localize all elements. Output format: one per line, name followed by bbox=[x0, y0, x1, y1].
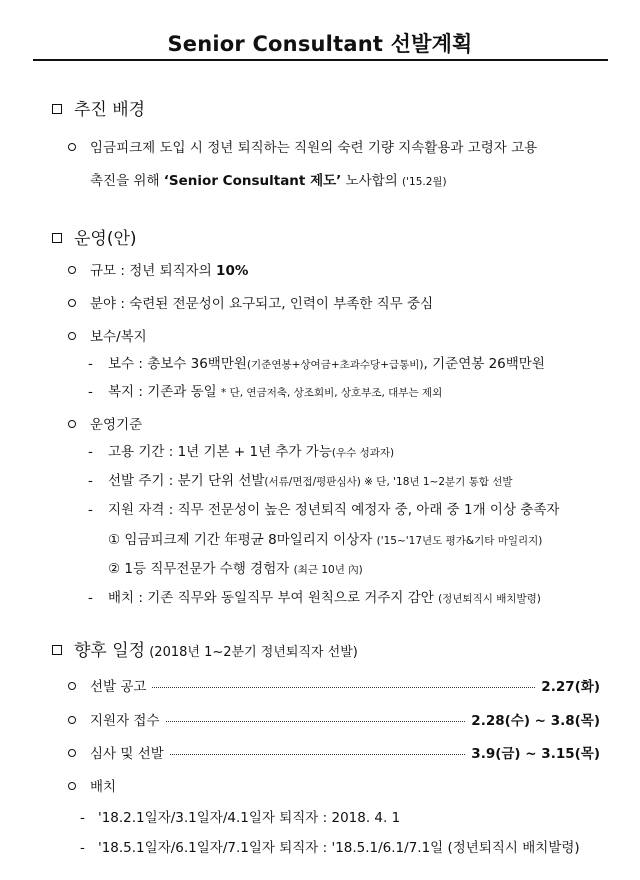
circle-bullet-icon bbox=[68, 782, 76, 790]
text: 복지 : 기존과 동일 bbox=[108, 384, 222, 400]
qualification-note: ('15~'17년도 평가&기타 마일리지) bbox=[376, 535, 543, 547]
date-note: ('15.2월) bbox=[402, 176, 447, 188]
section-heading-operation bbox=[52, 224, 137, 249]
placement-item-2: - '18.5.1일자/6.1일자/7.1일자 퇴직자 : '18.5.1/6.1/7.1일 (정년퇴직시 배치발령) bbox=[80, 840, 580, 856]
square-bullet-icon bbox=[52, 645, 62, 655]
text: 지원 자격 : 직무 전문성이 높은 정년퇴직 예정자 중, 아래 중 1개 이상 충족자 bbox=[108, 502, 560, 518]
page-title: Senior Consultant 선발계획 bbox=[167, 32, 473, 56]
pay-heading bbox=[68, 325, 147, 345]
text: , 기준연봉 26백만원 bbox=[423, 356, 545, 372]
period-note: (우수 성과자) bbox=[331, 447, 395, 459]
text: 보수/복지 bbox=[90, 329, 147, 345]
qualification-item-2 bbox=[108, 557, 363, 577]
text: ① 임금피크제 기간 年평균 8마일리지 이상자 bbox=[108, 532, 377, 548]
placement-line: - 배치 : 기존 직무와 동일직무 부여 원칙으로 거주지 감안 (정년퇴직시 배치발령) bbox=[88, 590, 541, 606]
schedule-date: 2.28(수) ~ 3.8(목) bbox=[471, 713, 600, 729]
cycle-line: - 선발 주기 : 분기 단위 선발(서류/면접/평판심사) ※ 단, '18년 1~2분기 통합 선발 bbox=[88, 473, 513, 489]
circle-bullet-icon bbox=[68, 332, 76, 340]
placement-heading bbox=[68, 775, 116, 795]
section-title: 향후 일정 bbox=[74, 641, 146, 661]
text: 선발 주기 : 분기 단위 선발 bbox=[108, 473, 265, 489]
circle-bullet-icon bbox=[68, 682, 76, 690]
circle-bullet-icon bbox=[68, 143, 76, 151]
qualification-note: (최근 10년 內) bbox=[293, 564, 363, 576]
dot-leader bbox=[166, 721, 466, 722]
section-title: 추진 배경 bbox=[74, 100, 146, 120]
welfare-note: * 단, 연금저축, 상조회비, 상호부조, 대부는 제외 bbox=[221, 387, 443, 399]
welfare-line: - 복지 : 기존과 동일 * 단, 연금저축, 상조회비, 상호부조, 대부는 제외 bbox=[88, 384, 443, 400]
text: '18.2.1일자/3.1일자/4.1일자 퇴직자 : 2018. 4. 1 bbox=[98, 810, 401, 826]
background-line-1 bbox=[68, 136, 537, 156]
section-heading-background bbox=[52, 95, 145, 120]
schedule-note: (2018년 1~2분기 정년퇴직자 선발) bbox=[145, 645, 358, 660]
title-underline bbox=[33, 59, 608, 61]
schedule-item bbox=[68, 709, 600, 729]
square-bullet-icon bbox=[52, 233, 62, 243]
text: 운영기준 bbox=[90, 417, 143, 433]
schedule-label: 선발 공고 bbox=[90, 679, 147, 695]
text: 배치 bbox=[90, 779, 117, 795]
text: '18.5.1일자/6.1일자/7.1일자 퇴직자 : '18.5.1/6.1/7.1일 (정년퇴직시 배치발령) bbox=[98, 840, 580, 856]
schedule-item bbox=[68, 742, 600, 762]
circle-bullet-icon bbox=[68, 266, 76, 274]
text: 보수 : 총보수 36백만원 bbox=[108, 356, 247, 372]
qualification-item-1 bbox=[108, 528, 542, 548]
text: ② 1등 직무전문가 수행 경험자 bbox=[108, 561, 294, 577]
ops-heading bbox=[68, 413, 142, 433]
background-line-2 bbox=[90, 169, 447, 189]
field-line bbox=[68, 292, 433, 312]
placement-item-1: - '18.2.1일자/3.1일자/4.1일자 퇴직자 : 2018. 4. 1 bbox=[80, 810, 401, 826]
square-bullet-icon bbox=[52, 104, 62, 114]
schedule-label: 지원자 접수 bbox=[90, 713, 160, 729]
section-title: 운영(안) bbox=[74, 229, 137, 249]
qualification-line: - 지원 자격 : 직무 전문성이 높은 정년퇴직 예정자 중, 아래 중 1개 이상 충족자 bbox=[88, 502, 560, 518]
text: 촉진을 위해 bbox=[90, 173, 164, 189]
circle-bullet-icon bbox=[68, 420, 76, 428]
dot-leader bbox=[152, 687, 535, 688]
schedule-label: 심사 및 선발 bbox=[90, 746, 164, 762]
text: 규모 : 정년 퇴직자의 bbox=[90, 263, 217, 279]
section-heading-schedule bbox=[52, 636, 358, 661]
circle-bullet-icon bbox=[68, 749, 76, 757]
dot-leader bbox=[170, 754, 466, 755]
program-name: ‘Senior Consultant 제도’ bbox=[163, 173, 342, 189]
text: 고용 기간 : 1년 기본 + 1년 추가 가능 bbox=[108, 444, 332, 460]
text: 임금피크제 도입 시 정년 퇴직하는 직원의 숙련 기량 지속활용과 고령자 고용 bbox=[90, 140, 538, 156]
text: 배치 : 기존 직무와 동일직무 부여 원칙으로 거주지 감안 bbox=[108, 590, 439, 606]
cycle-note: (서류/면접/평판심사) ※ 단, '18년 1~2분기 통합 선발 bbox=[264, 476, 513, 488]
text: 분야 : 숙련된 전문성이 요구되고, 인력이 부족한 직무 중심 bbox=[90, 296, 434, 312]
period-line: - 고용 기간 : 1년 기본 + 1년 추가 가능(우수 성과자) bbox=[88, 444, 395, 460]
pay-detail: (기준연봉+상여금+초과수당+급통비) bbox=[246, 359, 424, 371]
scale-value: 10% bbox=[216, 263, 249, 279]
placement-note: (정년퇴직시 배치발령) bbox=[438, 593, 541, 605]
schedule-item bbox=[68, 675, 600, 695]
scale-line bbox=[68, 259, 248, 279]
text: 노사합의 bbox=[341, 173, 398, 189]
circle-bullet-icon bbox=[68, 716, 76, 724]
pay-line: - 보수 : 총보수 36백만원(기준연봉+상여금+초과수당+급통비), 기준연봉 26백만원 bbox=[88, 356, 545, 372]
circle-bullet-icon bbox=[68, 299, 76, 307]
schedule-date: 3.9(금) ~ 3.15(목) bbox=[471, 746, 600, 762]
schedule-date: 2.27(화) bbox=[541, 679, 600, 695]
